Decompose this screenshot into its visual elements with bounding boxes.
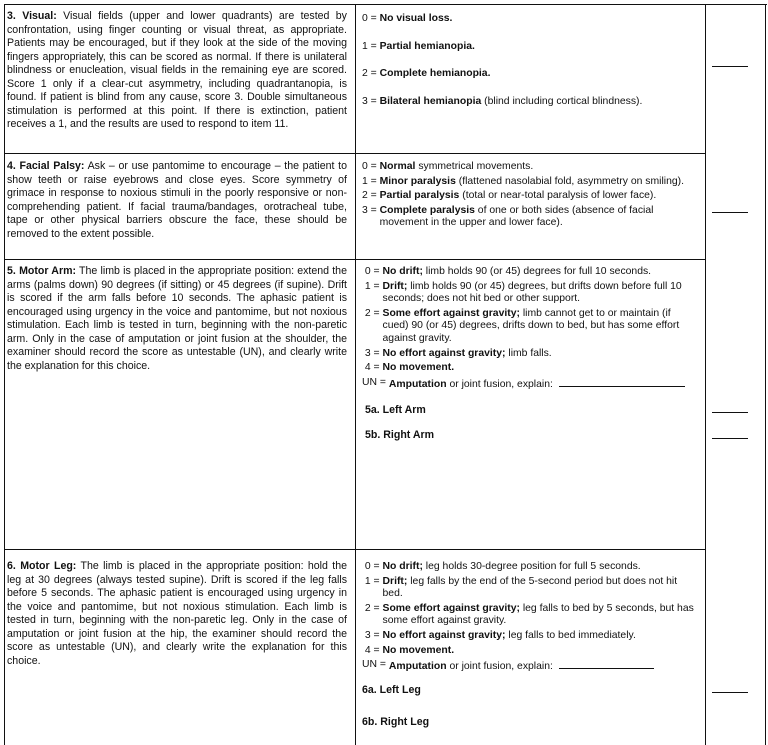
score-option: 4 = No movement. [362, 362, 455, 374]
item-3-description [7, 10, 347, 132]
row-divider-3 [5, 549, 705, 550]
explain-blank[interactable] [559, 659, 654, 669]
score-option: 0 = No drift; leg holds 30-degree position for full 5 seconds. [362, 561, 641, 572]
item-number: 3. [7, 10, 16, 22]
item-number: 6. [7, 560, 16, 572]
score-option: 1 = Drift; limb holds 90 (or 45) degrees, but drifts down before full 10 seconds; does not hit bed or other support. [362, 280, 682, 305]
explain-blank[interactable] [559, 377, 685, 387]
subitem-left-leg: 6a. Left Leg [362, 684, 421, 696]
item-5-options [362, 266, 698, 391]
score-option: 0 = No drift; limb holds 90 (or 45) degrees for full 10 seconds. [362, 266, 652, 277]
score-option: 0 = Normal symmetrical movements. [362, 161, 534, 172]
item-6-options [362, 561, 698, 674]
score-option: 1 = Partial hemianopia. [362, 40, 475, 52]
score-option: UN = Amputation or joint fusion, explain: [362, 377, 698, 392]
score-option: 1 = Drift; leg falls by the end of the 5-second period but does not hit bed. [362, 575, 678, 600]
score-option: 2 = Some effort against gravity; leg falls to bed by 5 seconds, but has some effort against gravity. [362, 602, 694, 627]
score-option: UN = Amputation or joint fusion, explain: [362, 659, 698, 674]
item-3-options [362, 13, 698, 108]
score-option: 2 = Partial paralysis (total or near-total paralysis of lower face). [362, 190, 657, 202]
item-3-score-blank[interactable] [712, 66, 748, 67]
left-arm-score-blank[interactable] [712, 412, 748, 413]
item-text: The limb is placed in the appropriate position: hold the leg at 30 degrees (always tested supine). Drift is scored if the leg falls before 5 seconds. The aphasic patient is encouraged using urgency in the voice and pantomime, but not noxious stimulation. Each limb is tested in turn, beginning with the non-paretic leg. Only in the case of amputation or joint fusion at the hip, the examiner should record the score as untestable (UN), and clearly write the explanation for this choice. [7, 560, 347, 667]
item-4-score-blank[interactable] [712, 212, 748, 213]
score-option: 3 = No effort against gravity; leg falls to bed immediately. [362, 629, 636, 641]
item-title: Facial Palsy: [19, 160, 85, 172]
item-title: Visual: [22, 10, 57, 22]
item-5-description [7, 265, 347, 373]
item-4-description [7, 160, 347, 241]
item-number: 5. [7, 265, 16, 277]
score-option: 0 = No visual loss. [362, 13, 453, 24]
column-divider-1 [355, 5, 356, 745]
subitem-left-arm: 5a. Left Arm [365, 404, 426, 416]
item-text: Ask – or use pantomime to encourage – the patient to show teeth or raise eyebrows and close eyes. Score symmetry of grimace in response to noxious stimuli in the poorly responsive or non-comprehending patient. If facial trauma/bandages, orotracheal tube, tape or other physical barriers obscure the face, these should be removed to the extent possible. [7, 160, 347, 240]
subitem-right-arm: 5b. Right Arm [365, 429, 435, 441]
row-divider-1 [5, 153, 705, 154]
right-arm-score-blank[interactable] [712, 438, 748, 439]
score-option: 3 = Bilateral hemianopia (blind including cortical blindness). [362, 95, 643, 107]
item-title: Motor Arm: [19, 265, 77, 277]
item-number: 4. [7, 160, 16, 172]
subitem-right-leg: 6b. Right Leg [362, 716, 430, 728]
right-border [765, 5, 766, 745]
score-option: 3 = No effort against gravity; limb falls. [362, 347, 552, 359]
score-option: 3 = Complete paralysis of one or both sides (absence of facial movement in the upper and lower face). [362, 204, 654, 229]
item-4-options [362, 161, 698, 230]
left-leg-score-blank[interactable] [712, 692, 748, 693]
item-6-description [7, 560, 347, 668]
item-text: Visual fields (upper and lower quadrants) are tested by confrontation, using finger counting or visual threat, as appropriate. Patients may be encouraged, but if they look at the side of the moving fingers appropriately, this can be scored as normal. If there is unilateral blindness or enucleation, visual fields in the remaining eye are scored. Score 1 only if a clear-cut asymmetry, including quadrantanopia, is found. If patient is blind from any cause, score 3. Double simultaneous stimulation is performed at this point. If there is extinction, patient receives a 1, and the results are used to respond to item 11. [7, 10, 347, 130]
score-option: 4 = No movement. [362, 644, 455, 656]
score-option: 2 = Complete hemianopia. [362, 68, 491, 80]
column-divider-2 [705, 5, 706, 745]
score-option: 1 = Minor paralysis (flattened nasolabial fold, asymmetry on smiling). [362, 175, 684, 187]
item-title: Motor Leg: [20, 560, 77, 572]
item-text: The limb is placed in the appropriate position: extend the arms (palms down) 90 degrees (if sitting) or 45 degrees (if supine). Drift is scored if the arm falls before 10 seconds. The aphasic patient is encouraged using urgency in the voice and pantomime, but not noxious stimulation. Each limb is tested in turn, beginning with the non-paretic arm. Only in the case of amputation or joint fusion at the shoulder, the examiner should record the score as untestable (UN), and clearly write the explanation for this choice. [7, 265, 347, 372]
score-option: 2 = Some effort against gravity; limb cannot get to or maintain (if cued) 90 (or 45) degrees, drifts down to bed, but has some effort against gravity. [362, 307, 680, 344]
row-divider-2 [5, 259, 705, 260]
